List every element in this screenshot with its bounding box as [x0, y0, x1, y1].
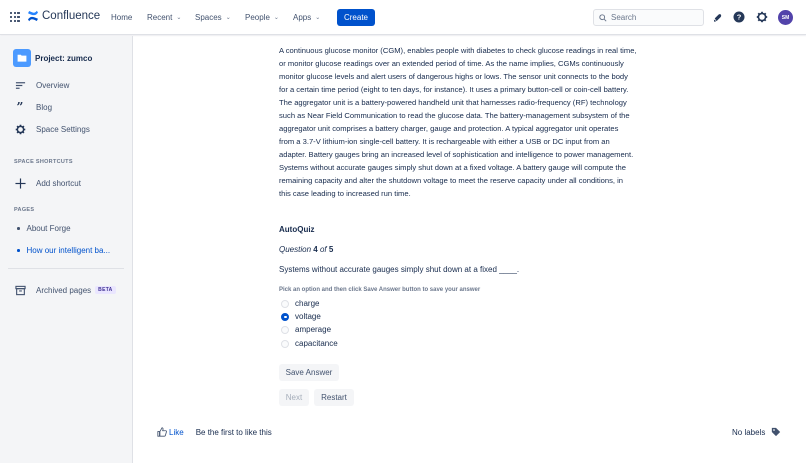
help-icon[interactable]: [733, 11, 745, 23]
next-button[interactable]: Next: [279, 389, 309, 406]
top-navigation-bar: [0, 0, 806, 35]
nav-recent[interactable]: [147, 13, 181, 22]
like-status-text: Be the first to like this: [195, 427, 272, 437]
chevron-down-icon: ⌄: [273, 15, 279, 21]
search-icon: [599, 14, 607, 22]
overview-icon: [14, 79, 26, 91]
quiz-question: Systems without accurate gauges simply shut down at a fixed ____.: [279, 265, 520, 274]
user-avatar[interactable]: SM: [778, 10, 793, 25]
beta-badge: BETA: [95, 286, 115, 294]
page-tree-item-label: About Forge: [26, 224, 71, 233]
bullet-icon: [17, 227, 20, 230]
paragraph-line: from a 3.7-V lithium-ion single-cell battery. It is rechargeable with either a USB or DC input from an: [279, 137, 610, 146]
notifications-icon[interactable]: [711, 11, 723, 23]
bullet-icon: [17, 249, 20, 252]
add-shortcut-button[interactable]: [14, 177, 81, 189]
nav-people-label: People: [245, 13, 270, 22]
nav-home[interactable]: [111, 13, 132, 22]
archived-pages-label: Archived pages: [36, 285, 92, 295]
space-sidebar: [0, 36, 133, 463]
nav-recent-label: Recent: [147, 13, 173, 22]
answer-option-charge[interactable]: [281, 299, 319, 308]
sidebar-item-blog[interactable]: [14, 101, 52, 113]
search-input[interactable]: [593, 9, 704, 26]
option-label: voltage: [295, 312, 321, 321]
quiz-title: AutoQuiz: [279, 225, 315, 234]
paragraph-line: adapter. Battery gauges bring an increased level of sophistication and intelligence to power management.: [279, 150, 634, 159]
svg-text:?: ?: [736, 12, 742, 22]
chevron-down-icon: ⌄: [315, 15, 321, 21]
add-shortcut-label: Add shortcut: [36, 178, 81, 188]
page-tree-item-active[interactable]: [17, 246, 110, 255]
page-body: [279, 44, 664, 200]
total-questions: 5: [328, 245, 334, 254]
paragraph-line: aggregator unit comprises a battery charger, gauge and protection. A typical aggregator unit operates: [279, 124, 619, 133]
sidebar-item-label: Blog: [36, 102, 53, 112]
like-button[interactable]: Like: [169, 427, 184, 437]
page-tree-item[interactable]: [17, 224, 71, 233]
quiz-hint: Pick an option and then click Save Answer button to save your answer: [279, 287, 481, 293]
article-paragraph: [279, 44, 664, 200]
sidebar-item-label: Overview: [36, 80, 70, 90]
answer-option-capacitance[interactable]: [281, 339, 338, 348]
confluence-logo-icon: [27, 10, 39, 22]
save-answer-button[interactable]: Save Answer: [279, 364, 339, 381]
radio-button[interactable]: [281, 340, 289, 348]
chevron-down-icon: ⌄: [176, 15, 182, 21]
question-counter: [279, 245, 333, 254]
blog-quote-icon: ”: [16, 100, 24, 114]
pages-heading: PAGES: [14, 207, 35, 213]
space-shortcuts-heading: SPACE SHORTCUTS: [14, 159, 73, 165]
restart-button[interactable]: Restart: [314, 389, 354, 406]
gear-icon: [14, 123, 26, 135]
nav-apps[interactable]: [293, 13, 320, 22]
answer-option-voltage[interactable]: [281, 312, 321, 321]
sidebar-item-overview[interactable]: [14, 79, 69, 91]
of-word: of: [319, 245, 327, 254]
space-folder-icon: [13, 49, 31, 67]
nav-home-label: Home: [111, 13, 133, 22]
sidebar-item-label: Space Settings: [36, 124, 90, 134]
archived-pages-link[interactable]: [14, 284, 116, 296]
option-label: charge: [295, 299, 320, 308]
paragraph-line: such as Near Field Communication to read the glucose data. The battery-management subsystem of the: [279, 111, 630, 120]
search-placeholder: Search: [611, 13, 637, 22]
thumbs-up-icon[interactable]: [157, 427, 167, 437]
answer-option-amperage[interactable]: [281, 325, 331, 334]
nav-apps-label: Apps: [293, 13, 312, 22]
tag-icon[interactable]: [771, 427, 781, 437]
sidebar-divider: [8, 268, 124, 269]
paragraph-line: A continuous glucose monitor (CGM), enables people with diabetes to check glucose readings in real time,: [279, 46, 637, 55]
app-switcher-icon[interactable]: [10, 12, 20, 22]
option-label: amperage: [295, 325, 332, 334]
labels-section: [732, 427, 781, 437]
radio-button[interactable]: [281, 326, 289, 334]
create-button[interactable]: Create: [337, 9, 375, 26]
paragraph-line: this case leading to increased run time.: [279, 189, 411, 198]
space-header[interactable]: [13, 49, 92, 67]
paragraph-line: monitor glucose levels and alert users of dangerous highs or lows. The sensor unit connects to the body: [279, 72, 628, 81]
option-label: capacitance: [295, 339, 338, 348]
paragraph-line: for a certain time period (eight to ten days, for instance). It uses a primary button-cell or coin-cell battery.: [279, 85, 629, 94]
paragraph-line: or monitor glucose readings over an extended period of time. As the name implies, CGMs continuously: [279, 59, 624, 68]
sidebar-item-space-settings[interactable]: [14, 123, 90, 135]
plus-icon: [14, 177, 26, 189]
nav-spaces[interactable]: [195, 13, 231, 22]
settings-icon[interactable]: [756, 11, 768, 23]
current-question-number: 4: [313, 245, 318, 254]
confluence-logo[interactable]: [27, 10, 100, 22]
paragraph-line: Systems without accurate gauges simply shut down at a fixed voltage. A battery gauge will compute the: [279, 163, 626, 172]
question-word: Question: [279, 245, 312, 254]
paragraph-line: remaining capacity and alter the shutdown voltage to meet the reserve capacity under all conditions, in: [279, 176, 624, 185]
archive-box-icon: [14, 284, 26, 296]
chevron-down-icon: ⌄: [225, 15, 231, 21]
radio-button[interactable]: [281, 300, 289, 308]
paragraph-line: The aggregator unit is a battery-powered handheld unit that harnesses radio-frequency (RF) technology: [279, 98, 627, 107]
nav-people[interactable]: [245, 13, 279, 22]
like-bar: [157, 427, 272, 437]
page-tree-item-label: How our intelligent ba...: [26, 246, 111, 255]
space-title: Project: zumco: [35, 53, 93, 63]
no-labels-text: No labels: [732, 427, 766, 437]
nav-spaces-label: Spaces: [195, 13, 222, 22]
app-name: Confluence: [42, 10, 101, 22]
radio-button-selected[interactable]: [281, 313, 289, 321]
